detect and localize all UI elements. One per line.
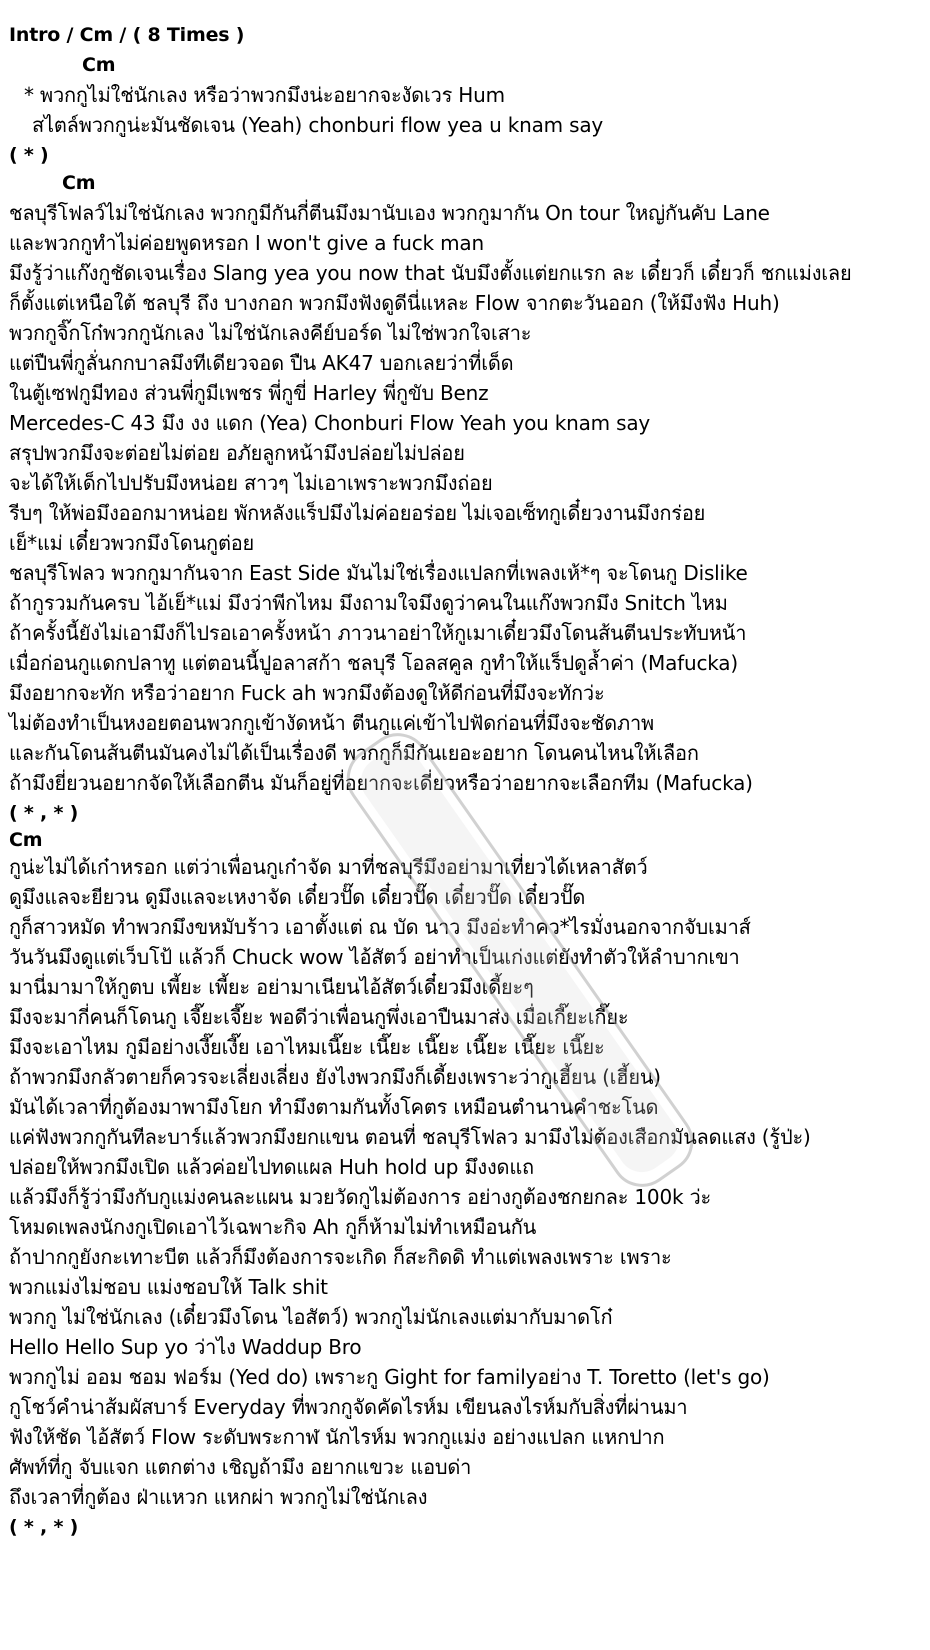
lyric-line: ถ้ากูรวมกันครบ ไอ้เย็*แม่ มึงว่าพีกไหม มึงถามใจมึงดูว่าคนในแก๊งพวกมึง Snitch ไหม bbox=[9, 591, 728, 615]
lyric-line: ก็ตั้งแต่เหนือใต้ ชลบุรี ถึง บางกอก พวกมึงฟังดูดีนี่แหละ Flow จากตะวันออก (ให้มึงฟัง Huh) bbox=[9, 291, 780, 315]
lyric-line: กูก็สาวหมัด ทำพวกมึงขหมับร้าว เอาตั้งแต่ ณ บัด นาว มึงอ่ะทำคว*ไรมั่งนอกจากจับเมาส์ bbox=[9, 915, 751, 939]
lyric-line: ถึงเวลาที่กูต้อง ฝ่าแหวก แหกผ่า พวกกูไม่ใช่นักเลง bbox=[9, 1485, 428, 1509]
lyric-line: พวกกูจิ๊กโก๋พวกกูนักเลง ไม่ใช่นักเลงคีย์บอร์ด ไม่ใช่พวกใจเสาะ bbox=[9, 321, 532, 345]
lyric-line: ถ้าครั้งนี้ยังไม่เอามึงก็ไปรอเอาครั้งหน้า ภาวนาอย่าให้กูเมาเดี๋ยวมึงโดนส้นตีนประทับหน้า bbox=[9, 621, 747, 645]
lyric-line: มึงจะมากี่คนก็โดนกู เจี๊ยะเจี๊ยะ พอดีว่าเพื่อนกูพึ่งเอาปืนมาส่ง เมื่อเกี๊ยะเกี๊ยะ bbox=[9, 1005, 629, 1029]
lyric-line: โหมดเพลงนักงกูเปิดเอาไว้เฉพาะกิจ Ah กูก็ห้ามไม่ทำเหมือนกัน bbox=[9, 1215, 537, 1239]
lyric-line: แค่ฟังพวกกูกันทีละบาร์แล้วพวกมึงยกแขน ตอนที่ ชลบุรีโฟลว มามึงไม่ต้องเสือกมันลดแสง (รู้ป่ะ) bbox=[9, 1125, 811, 1149]
lyric-line: ถ้าปากกูยังกะเทาะบีต แล้วก็มึงต้องการจะเกิด ก็สะกิดดิ ทำแต่เพลงเพราะ เพราะ bbox=[9, 1245, 672, 1269]
lyric-line: มานี่มามาให้กูตบ เพี้ยะ เพี้ยะ อย่ามาเนียนไอ้สัตว์เดี๋ยวมึงเดี้ยะๆ bbox=[9, 975, 534, 999]
lyric-line: พวกกู ไม่ใช่นักเลง (เดี๋ยวมึงโดน ไอสัตว์) พวกกูไม่นักเลงแต่มากับมาดโก๋ bbox=[9, 1305, 613, 1329]
intro-header: Intro / Cm / ( 8 Times ) bbox=[9, 24, 245, 46]
chord-label: Cm bbox=[62, 172, 96, 194]
lyric-line: ถ้ามึงยี่ยวนอยากจัดให้เลือกตีน มันก็อยู่ที่อยากจะเดี่ยวหรือว่าอยากจะเลือกทีม (Mafucka) bbox=[9, 771, 753, 795]
lyric-line: มึงอยากจะทัก หรือว่าอยาก Fuck ah พวกมึงต้องดูให้ดีก่อนที่มึงจะทักว่ะ bbox=[9, 681, 605, 705]
lyric-line: ปล่อยให้พวกมึงเปิด แล้วค่อยไปทดแผล Huh hold up มึงงดแถ bbox=[9, 1155, 534, 1179]
chord-label: Cm bbox=[9, 829, 43, 851]
lyric-line: เมื่อก่อนกูแดกปลาทู แต่ตอนนี้ปูอลาสก้า ชลบุรี โอลสคูล กูทำให้แร็ปดูล้ำค่า (Mafucka) bbox=[9, 651, 738, 675]
lyric-line: กูน่ะไม่ได้เก๋าหรอก แต่ว่าเพื่อนกูเก๋าจัด มาที่ชลบุรีมึงอย่ามาเที่ยวได้เหลาสัตว์ bbox=[9, 855, 648, 879]
lyric-line: * พวกกูไม่ใช่นักเลง หรือว่าพวกมึงน่ะอยากจะงัดเวร Hum bbox=[24, 83, 505, 107]
lyric-line: สรุปพวกมึงจะต่อยไม่ต่อย อภัยลูกหน้ามึงปล่อยไม่ปล่อย bbox=[9, 441, 465, 465]
lyric-line: และกันโดนส้นตีนมันคงไม่ได้เป็นเรื่องดี พวกกูก็มีกันเยอะอยาก โดนคนไหนให้เลือก bbox=[9, 741, 699, 765]
chorus-marker: ( * , * ) bbox=[9, 1516, 79, 1538]
lyric-line: จะได้ให้เด็กไปปรับมึงหน่อย สาวๆ ไม่เอาเพราะพวกมึงถ่อย bbox=[9, 471, 493, 495]
lyric-line: ชลบุรีโฟลว์ไม่ใช่นักเลง พวกกูมีกันกี่ตีนมึงมานับเอง พวกกูมากัน On tour ใหญ่กันคับ Lane bbox=[9, 201, 770, 225]
lyric-line: ถ้าพวกมึงกลัวตายก็ควรจะเลี่ยงเลี่ยง ยังไงพวกมึงก็เดี้ยงเพราะว่ากูเฮี้ยน (เฮี้ยน) bbox=[9, 1065, 661, 1089]
lyric-line: มึงจะเอาไหม กูมีอย่างเงี๊ยเงี๊ย เอาไหมเนี๊ยะ เนี๊ยะ เนี๊ยะ เนี๊ยะ เนี๊ยะ เนี๊ยะ bbox=[9, 1035, 605, 1059]
lyric-line: กูโชว์คำน่าส้มผัสบาร์ Everyday ที่พวกกูจัดคัดไรห์ม เขียนลงไรห์มกับสิ่งที่ผ่านมา bbox=[9, 1395, 688, 1419]
lyric-line: เย็*แม่ เดี๋ยวพวกมึงโดนกูต่อย bbox=[9, 531, 255, 555]
lyric-line: แล้วมึงก็รู้ว่ามึงกับกูแม่งคนละแผน มวยวัดกูไม่ต้องการ อย่างกูต้องชกยกละ 100k ว่ะ bbox=[9, 1185, 712, 1209]
lyric-line: ดูมึงแลจะยียวน ดูมึงแลจะเหงาจัด เดี๋ยวปั๊ด เดี๋ยวปั๊ด เดี๋ยวปั๊ด เดี๋ยวปั๊ด bbox=[9, 885, 586, 909]
chorus-marker: ( * ) bbox=[9, 144, 49, 166]
intro-chord: Cm bbox=[82, 54, 116, 76]
chorus-marker: ( * , * ) bbox=[9, 802, 79, 824]
lyric-line: แต่ปืนพี่กูลั่นกกบาลมึงทีเดียวจอด ปืน AK47 บอกเลยว่าที่เด็ด bbox=[9, 351, 514, 375]
lyric-line: สไตล์พวกกูน่ะมันชัดเจน (Yeah) chonburi flow yea u knam say bbox=[32, 113, 604, 137]
lyric-line: ไม่ต้องทำเป็นหงอยตอนพวกกูเข้างัดหน้า ตีนกูแค่เข้าไปฟัดก่อนที่มึงจะชัดภาพ bbox=[9, 711, 654, 735]
lyric-line: รีบๆ ให้พ่อมึงออกมาหน่อย พักหลังแร็ปมึงไม่ค่อยอร่อย ไม่เจอเซ็ทกูเดี๋ยวงานมึงกร่อย bbox=[9, 501, 706, 525]
lyric-line: Hello Hello Sup yo ว่าไง Waddup Bro bbox=[9, 1335, 362, 1359]
lyric-line: ชลบุรีโฟลว พวกกูมากันจาก East Side มันไม่ใช่เรื่องแปลกที่เพลงเห้*ๆ จะโดนกู Dislike bbox=[9, 561, 748, 585]
lyric-line: ศัพท์ที่กู จับแจก แตกต่าง เชิญถ้ามึง อยากแขวะ แอบด่า bbox=[9, 1455, 472, 1479]
lyric-line: มันได้เวลาที่กูต้องมาพามึงโยก ทำมึงตามกันทั้งโคตร เหมือนตำนานคำชะโนด bbox=[9, 1095, 659, 1119]
lyric-line: พวกแม่งไม่ชอบ แม่งชอบให้ Talk shit bbox=[9, 1275, 328, 1299]
lyric-line: Mercedes-C 43 มึง งง แดก (Yea) Chonburi Flow Yeah you knam say bbox=[9, 411, 651, 435]
lyric-line: มึงรู้ว่าแก๊งกูชัดเจนเรื่อง Slang yea you now that นับมึงตั้งแต่ยกแรก ละ เดี๋ยวก็ เดี๋ยวก็ ชกแม่งเลย bbox=[9, 261, 852, 285]
lyric-line: และพวกกูทำไม่ค่อยพูดหรอก I won't give a fuck man bbox=[9, 231, 484, 255]
lyric-line: วันวันมึงดูแต่เว็บโป้ แล้วก็ Chuck wow ไอ้สัตว์ อย่าทำเป็นเก่งแต่ยังทำตัวให้ลำบากเขา bbox=[9, 945, 740, 969]
lyric-line: ในตู้เซฟกูมีทอง ส่วนพี่กูมีเพชร พี่กูขี่ Harley พี่กูขับ Benz bbox=[9, 381, 489, 405]
lyric-line: ฟังให้ชัด ไอ้สัตว์ Flow ระดับพระกาฬ นักไรห์ม พวกกูแม่ง อย่างแปลก แหกปาก bbox=[9, 1425, 665, 1449]
lyric-line: พวกกูไม่ ออม ชอม ฟอร์ม (Yed do) เพราะกู Gight for familyอย่าง T. Toretto (let's go) bbox=[9, 1365, 770, 1389]
